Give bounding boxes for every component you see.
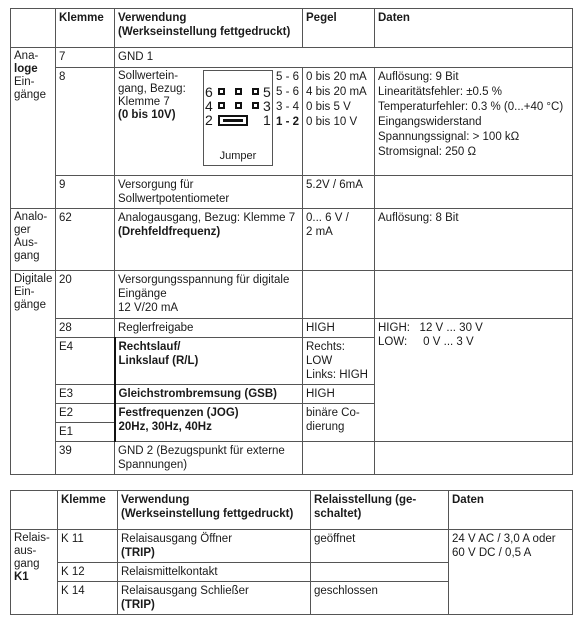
verwendung-cell: GND 1 <box>115 48 573 68</box>
pegel-cell <box>303 271 375 319</box>
table-row <box>11 48 573 68</box>
verwendung-cell: Reglerfreigabe <box>115 319 303 338</box>
verwendung-cell: Relaisausgang Schließer (TRIP) <box>118 582 311 615</box>
verwendung-cell: Relaisausgang Öffner (TRIP) <box>118 530 311 563</box>
pegel-cell: Rechts: LOW Links: HIGH <box>303 338 375 385</box>
verwendung-cell: Festfrequenzen (JOG) 20Hz, 30Hz, 40Hz <box>115 404 303 442</box>
klemme-cell: E2 <box>56 404 115 423</box>
verwendung-cell: GND 2 (Bezugspunkt für externe Spannungen) <box>115 442 303 475</box>
pegel-cell: 5 - 6 5 - 6 3 - 4 1 - 2 0 bis 20 mA 4 bis 20 mA 0 bis 5 V 0 bis 10 V <box>303 68 375 176</box>
header-daten: Daten <box>375 9 573 48</box>
pegel-cell: 5.2V / 6mA <box>303 176 375 209</box>
verwendung-cell: Versorgungsspannung für digitale Eingänge 12 V/20 mA <box>115 271 303 319</box>
klemme-cell: E1 <box>56 423 115 442</box>
jumper-pin <box>235 102 242 109</box>
verwendung-cell: Rechtslauf/ Linkslauf (R/L) <box>115 338 303 385</box>
header-daten: Daten <box>449 491 573 530</box>
klemme-cell: 28 <box>56 319 115 338</box>
daten-cell: HIGH: 12 V ... 30 V LOW: 0 V ... 3 V <box>375 319 573 442</box>
daten-cell: Auflösung: 8 Bit <box>375 209 573 271</box>
header-klemme: Klemme <box>56 9 115 48</box>
category-digital-inputs: Digitale Ein- gänge <box>11 271 56 475</box>
pegel-cell: binäre Co- dierung <box>303 404 375 442</box>
table-header-row <box>11 491 573 530</box>
terminal-table <box>10 8 573 475</box>
table-row <box>11 530 573 563</box>
daten-cell <box>375 176 573 209</box>
category-relay-output: Relais- aus- gang K1 <box>11 530 58 615</box>
stellung-cell <box>311 563 449 582</box>
stellung-cell: geschlossen <box>311 582 449 615</box>
klemme-cell: K 12 <box>58 563 118 582</box>
pegel-cell <box>303 442 375 475</box>
jumper-positions: 5 - 6 5 - 6 3 - 4 1 - 2 <box>275 71 299 128</box>
daten-cell: Auflösung: 9 Bit Linearitätsfehler: ±0.5 % Temperaturfehler: 0.3 % (0...+40 °C) Eingangswiderstand Spannungssignal: > 100 kΩ Stromsignal: 250 Ω <box>375 68 573 176</box>
jumper-pin <box>252 88 259 95</box>
jumper-bridge <box>218 115 248 126</box>
klemme-cell: 8 <box>56 68 115 176</box>
pegel-cell: HIGH <box>303 319 375 338</box>
klemme-cell: 7 <box>56 48 115 68</box>
header-klemme: Klemme <box>58 491 118 530</box>
jumper-pin <box>218 102 225 109</box>
jumper-label: Jumper <box>219 150 257 162</box>
jumper-diagram: 6 4 2 5 3 1 Jumper <box>203 70 273 166</box>
category-analog-inputs: Ana- loge Ein- gänge <box>11 48 56 209</box>
klemme-cell: 9 <box>56 176 115 209</box>
klemme-cell: E4 <box>56 338 115 385</box>
daten-cell <box>375 271 573 319</box>
table-row <box>11 209 573 271</box>
category-analog-output: Analo- ger Aus- gang <box>11 209 56 271</box>
setpoint-description: Sollwertein- gang, Bezug: Klemme 7 (0 bis 10V) <box>118 70 186 121</box>
header-verwendung: Verwendung (Werkseinstellung fettgedruckt) <box>118 491 311 530</box>
table-row <box>11 442 573 475</box>
stellung-cell: geöffnet <box>311 530 449 563</box>
header-verwendung: Verwendung (Werkseinstellung fettgedruckt) <box>115 9 303 48</box>
jumper-pin <box>218 88 225 95</box>
pegel-cell: HIGH <box>303 385 375 404</box>
verwendung-cell: Relaismittelkontakt <box>118 563 311 582</box>
verwendung-cell: Gleichstrombremsung (GSB) <box>115 385 303 404</box>
header-empty <box>11 491 58 530</box>
jumper-pin <box>235 88 242 95</box>
klemme-cell: 20 <box>56 271 115 319</box>
daten-cell <box>375 442 573 475</box>
jumper-pin <box>252 102 259 109</box>
table-row <box>11 271 573 319</box>
table-row <box>11 68 573 176</box>
klemme-cell: E3 <box>56 385 115 404</box>
klemme-cell: 39 <box>56 442 115 475</box>
table-row <box>11 176 573 209</box>
klemme-cell: 62 <box>56 209 115 271</box>
table-header-row <box>11 9 573 48</box>
header-empty <box>11 9 56 48</box>
relay-table <box>10 490 573 615</box>
verwendung-cell: Versorgung für Sollwertpotentiometer <box>115 176 303 209</box>
pegel-cell: 0... 6 V / 2 mA <box>303 209 375 271</box>
klemme-cell: K 14 <box>58 582 118 615</box>
verwendung-cell: Analogausgang, Bezug: Klemme 7 (Drehfeldfrequenz) <box>115 209 303 271</box>
klemme-cell: K 11 <box>58 530 118 563</box>
header-relaisstellung: Relaisstellung (ge- schaltet) <box>311 491 449 530</box>
daten-cell: 24 V AC / 3,0 A oder 60 V DC / 0,5 A <box>449 530 573 615</box>
table-row <box>11 319 573 338</box>
header-pegel: Pegel <box>303 9 375 48</box>
